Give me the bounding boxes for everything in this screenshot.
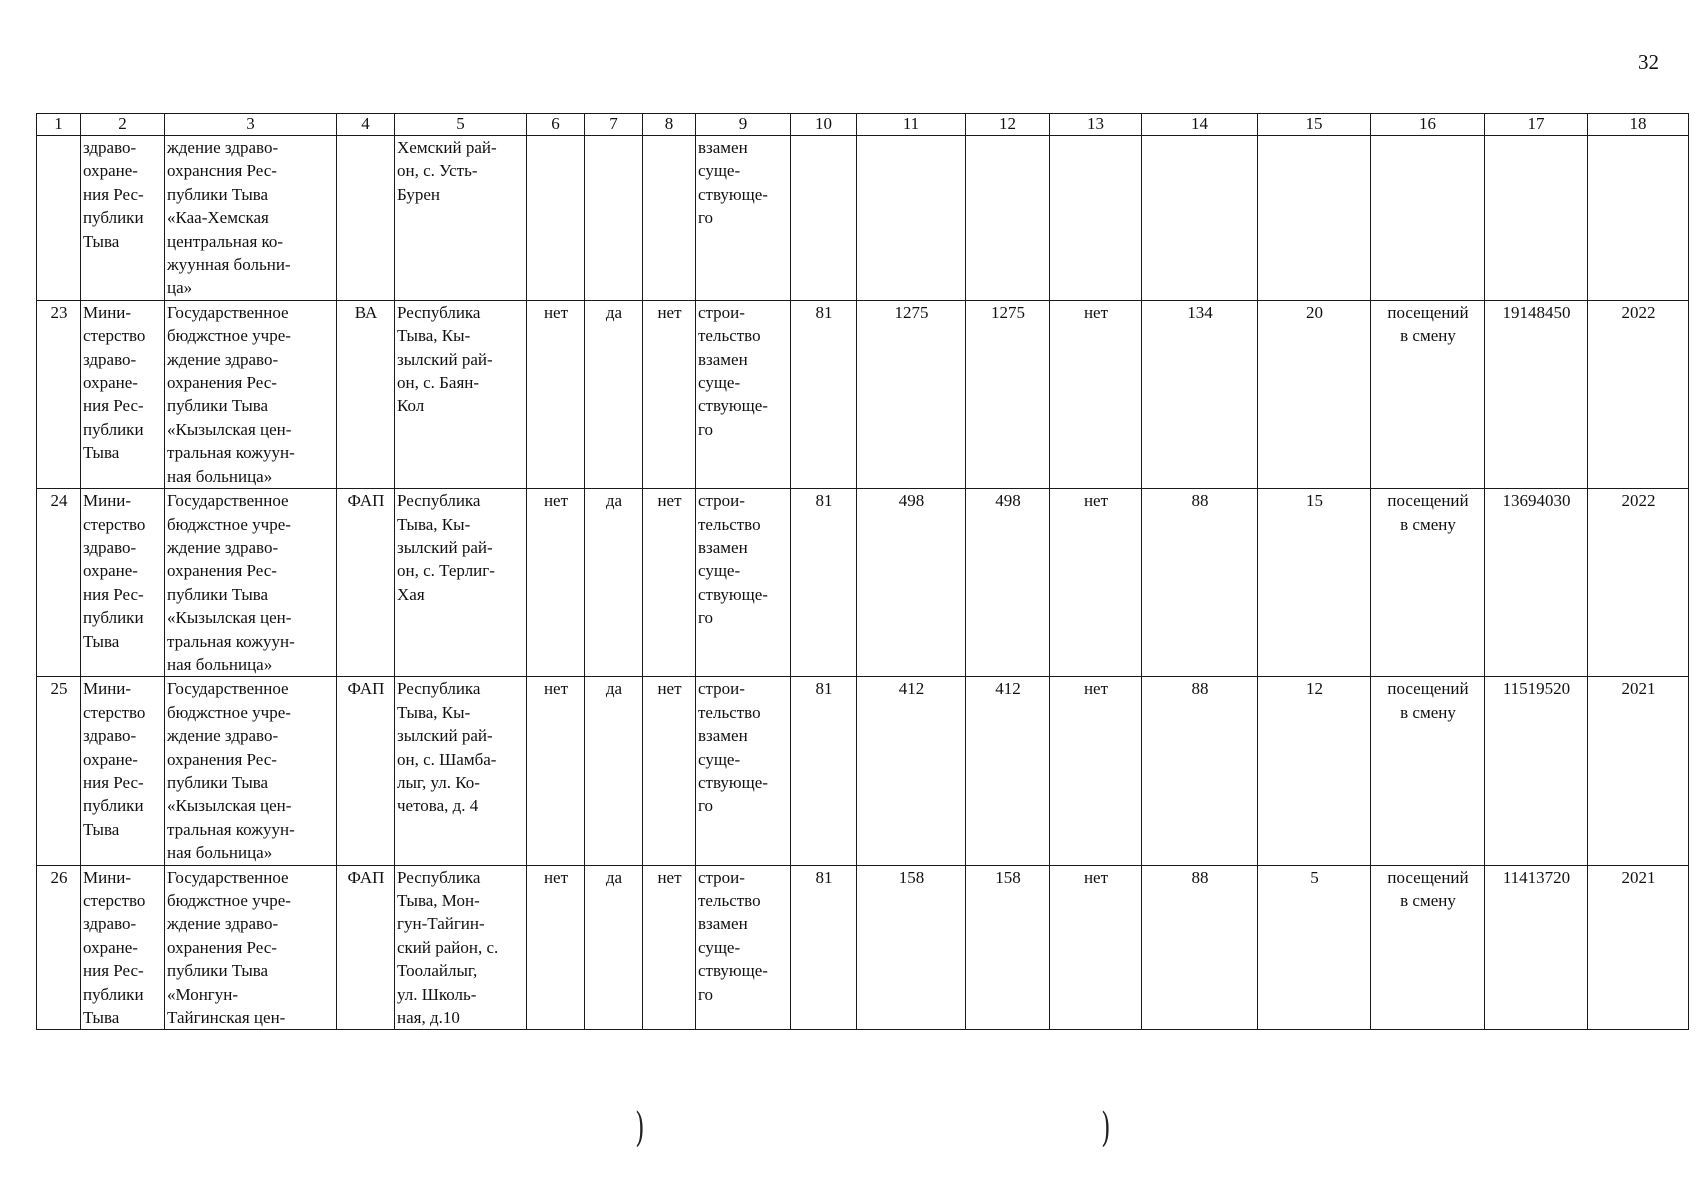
col7-cell: [585, 136, 643, 301]
column-number-cell: 7: [585, 114, 643, 136]
address-cell: Республика Тыва, Кы- зылский рай- он, с. Терлиг- Хая: [395, 489, 527, 677]
col11-cell: [857, 136, 966, 301]
col8-cell: нет: [643, 865, 696, 1030]
institution-cell: Государственное бюджстное учре- ждение здраво- охранения Рес- публики Тыва «Кызылская цен- тральная кожуун- ная больница»: [165, 677, 337, 865]
ministry-cell: Мини- стерство здраво- охране- ния Рес- публики Тыва: [81, 489, 165, 677]
address-cell: Республика Тыва, Мон- гун-Тайгин- ский район, с. Тоолайлыг, ул. Школь- ная, д.10: [395, 865, 527, 1030]
ministry-cell: Мини- стерство здраво- охране- ния Рес- публики Тыва: [81, 300, 165, 488]
footer-mark: ): [635, 1105, 645, 1151]
column-number-cell: 2: [81, 114, 165, 136]
column-number-cell: 13: [1050, 114, 1142, 136]
table-row: [37, 865, 1689, 1030]
col10-cell: [791, 136, 857, 301]
type-cell: ФАП: [337, 677, 395, 865]
row-number-cell: [37, 136, 81, 301]
col10-cell: 81: [791, 677, 857, 865]
year-cell: 2022: [1588, 300, 1689, 488]
col11-cell: 412: [857, 677, 966, 865]
data-table: [36, 113, 1689, 1030]
row-number-cell: 23: [37, 300, 81, 488]
cost-cell: 11413720: [1485, 865, 1588, 1030]
col7-cell: да: [585, 489, 643, 677]
col13-cell: [1050, 136, 1142, 301]
column-number-row: [37, 114, 1689, 136]
address-cell: Республика Тыва, Кы- зылский рай- он, с. Баян- Кол: [395, 300, 527, 488]
col13-cell: нет: [1050, 677, 1142, 865]
col6-cell: нет: [527, 865, 585, 1030]
year-cell: 2022: [1588, 489, 1689, 677]
col7-cell: да: [585, 865, 643, 1030]
address-cell: Хемский рай- он, с. Усть- Бурен: [395, 136, 527, 301]
column-number-cell: 5: [395, 114, 527, 136]
column-number-cell: 10: [791, 114, 857, 136]
col7-cell: да: [585, 300, 643, 488]
col11-cell: 158: [857, 865, 966, 1030]
col12-cell: [966, 136, 1050, 301]
unit-cell: посещений в смену: [1371, 865, 1485, 1030]
works-type-cell: строи- тельство взамен суще- ствующе- го: [696, 300, 791, 488]
col11-cell: 1275: [857, 300, 966, 488]
column-number-cell: 4: [337, 114, 395, 136]
table-row: [37, 489, 1689, 677]
column-number-cell: 15: [1258, 114, 1371, 136]
institution-cell: Государственное бюджстное учре- ждение здраво- охранения Рес- публики Тыва «Монгун- Тайгинская цен-: [165, 865, 337, 1030]
col14-cell: 88: [1142, 865, 1258, 1030]
col12-cell: 412: [966, 677, 1050, 865]
cost-cell: [1485, 136, 1588, 301]
row-number-cell: 25: [37, 677, 81, 865]
col7-cell: да: [585, 677, 643, 865]
col6-cell: нет: [527, 677, 585, 865]
column-number-cell: 1: [37, 114, 81, 136]
institution-cell: Государственное бюджстное учре- ждение здраво- охранения Рес- публики Тыва «Кызылская цен- тральная кожуун- ная больница»: [165, 300, 337, 488]
col14-cell: 88: [1142, 677, 1258, 865]
year-cell: 2021: [1588, 677, 1689, 865]
row-number-cell: 26: [37, 865, 81, 1030]
cost-cell: 13694030: [1485, 489, 1588, 677]
col8-cell: нет: [643, 677, 696, 865]
column-number-cell: 3: [165, 114, 337, 136]
col15-cell: 5: [1258, 865, 1371, 1030]
col6-cell: [527, 136, 585, 301]
footer-mark: ): [1101, 1105, 1111, 1151]
col15-cell: [1258, 136, 1371, 301]
row-number-cell: 24: [37, 489, 81, 677]
address-cell: Республика Тыва, Кы- зылский рай- он, с. Шамба- лыг, ул. Ко- четова, д. 4: [395, 677, 527, 865]
column-number-cell: 17: [1485, 114, 1588, 136]
type-cell: [337, 136, 395, 301]
col8-cell: [643, 136, 696, 301]
column-number-cell: 12: [966, 114, 1050, 136]
col12-cell: 158: [966, 865, 1050, 1030]
col15-cell: 15: [1258, 489, 1371, 677]
col10-cell: 81: [791, 300, 857, 488]
column-number-cell: 6: [527, 114, 585, 136]
col15-cell: 12: [1258, 677, 1371, 865]
col6-cell: нет: [527, 489, 585, 677]
type-cell: ФАП: [337, 865, 395, 1030]
col14-cell: [1142, 136, 1258, 301]
page-number: 32: [1638, 50, 1659, 74]
col8-cell: нет: [643, 489, 696, 677]
col14-cell: 88: [1142, 489, 1258, 677]
unit-cell: [1371, 136, 1485, 301]
col12-cell: 498: [966, 489, 1050, 677]
cost-cell: 11519520: [1485, 677, 1588, 865]
year-cell: 2021: [1588, 865, 1689, 1030]
col8-cell: нет: [643, 300, 696, 488]
col10-cell: 81: [791, 865, 857, 1030]
table-row: [37, 300, 1689, 488]
continuation-row: [37, 136, 1689, 301]
col13-cell: нет: [1050, 865, 1142, 1030]
year-cell: [1588, 136, 1689, 301]
unit-cell: посещений в смену: [1371, 677, 1485, 865]
table-row: [37, 677, 1689, 865]
column-number-cell: 14: [1142, 114, 1258, 136]
cost-cell: 19148450: [1485, 300, 1588, 488]
col10-cell: 81: [791, 489, 857, 677]
col13-cell: нет: [1050, 489, 1142, 677]
ministry-cell: здраво- охране- ния Рес- публики Тыва: [81, 136, 165, 301]
col11-cell: 498: [857, 489, 966, 677]
works-type-cell: строи- тельство взамен суще- ствующе- го: [696, 489, 791, 677]
column-number-cell: 16: [1371, 114, 1485, 136]
col15-cell: 20: [1258, 300, 1371, 488]
unit-cell: посещений в смену: [1371, 300, 1485, 488]
ministry-cell: Мини- стерство здраво- охране- ния Рес- публики Тыва: [81, 677, 165, 865]
institution-cell: Государственное бюджстное учре- ждение здраво- охранения Рес- публики Тыва «Кызылская цен- тральная кожуун- ная больница»: [165, 489, 337, 677]
works-type-cell: взамен суще- ствующе- го: [696, 136, 791, 301]
col12-cell: 1275: [966, 300, 1050, 488]
data-table-container: [36, 113, 1689, 1030]
column-number-cell: 18: [1588, 114, 1689, 136]
column-number-cell: 11: [857, 114, 966, 136]
column-number-cell: 8: [643, 114, 696, 136]
type-cell: ВА: [337, 300, 395, 488]
col13-cell: нет: [1050, 300, 1142, 488]
unit-cell: посещений в смену: [1371, 489, 1485, 677]
ministry-cell: Мини- стерство здраво- охране- ния Рес- публики Тыва: [81, 865, 165, 1030]
col6-cell: нет: [527, 300, 585, 488]
col14-cell: 134: [1142, 300, 1258, 488]
type-cell: ФАП: [337, 489, 395, 677]
works-type-cell: строи- тельство взамен суще- ствующе- го: [696, 865, 791, 1030]
works-type-cell: строи- тельство взамен суще- ствующе- го: [696, 677, 791, 865]
column-number-cell: 9: [696, 114, 791, 136]
institution-cell: ждение здраво- охрансния Рес- публики Тыва «Каа-Хемская центральная ко- жуунная больни- ца»: [165, 136, 337, 301]
